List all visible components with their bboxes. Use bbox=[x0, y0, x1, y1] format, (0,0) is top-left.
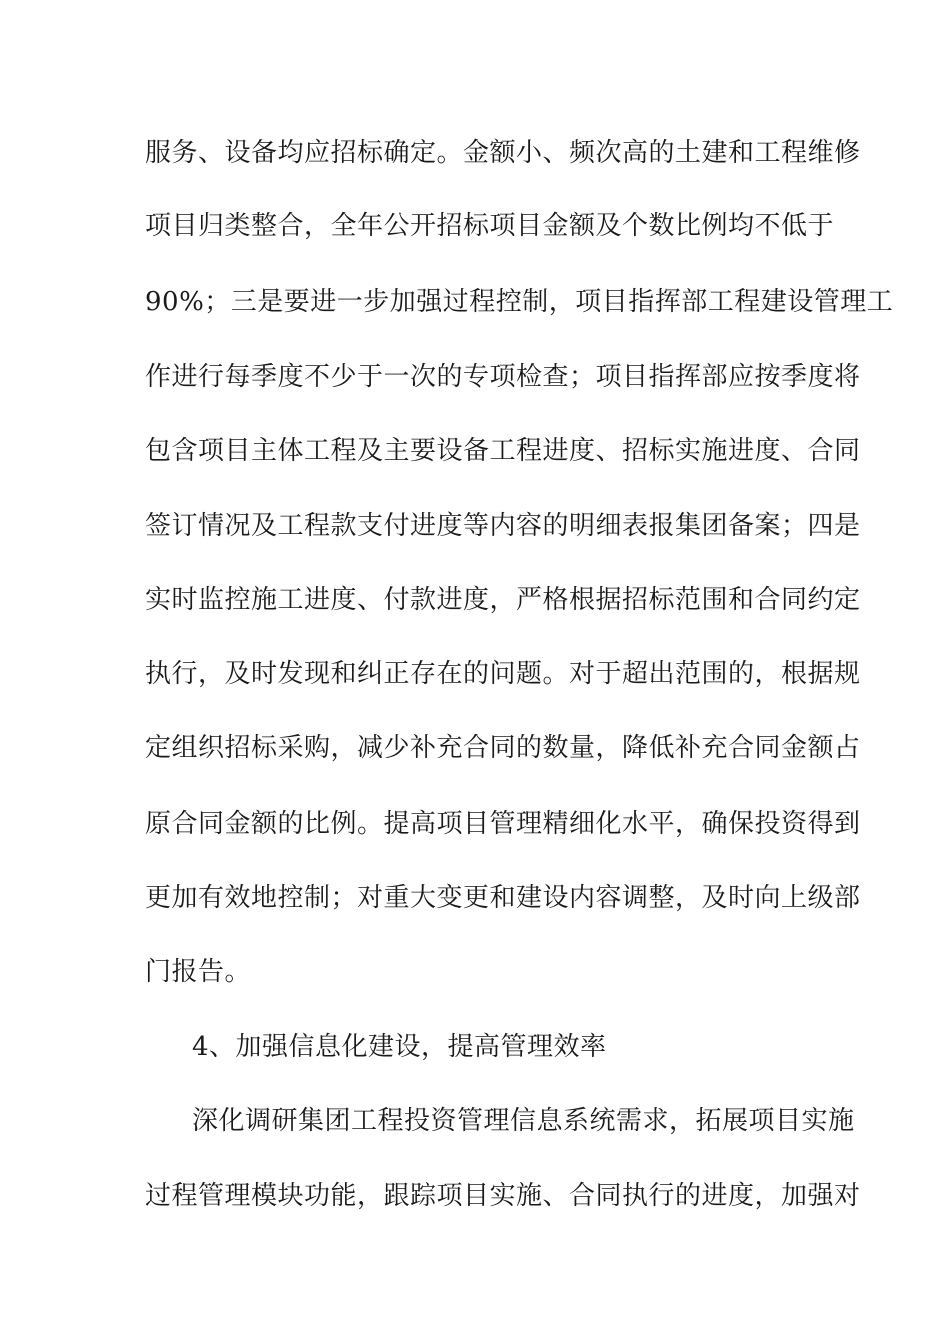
paragraph-line: 签订情况及工程款支付进度等内容的明细表报集团备案；四是 bbox=[145, 511, 861, 541]
paragraph-line: 项目归类整合，全年公开招标项目金额及个数比例均不低于 bbox=[145, 211, 835, 241]
paragraph-line: 执行，及时发现和纠正存在的问题。对于超出范围的，根据规 bbox=[145, 659, 861, 689]
paragraph-line: 过程管理模块功能，跟踪项目实施、合同执行的进度，加强对 bbox=[145, 1181, 861, 1211]
paragraph-line: 更加有效地控制；对重大变更和建设内容调整，及时向上级部 bbox=[145, 883, 861, 913]
paragraph-line: 作进行每季度不少于一次的专项检查；项目指挥部应按季度将 bbox=[145, 362, 861, 392]
paragraph-line: 90%；三是要进一步加强过程控制，项目指挥部工程建设管理工 bbox=[145, 287, 894, 317]
paragraph-line: 原合同金额的比例。提高项目管理精细化水平，确保投资得到 bbox=[145, 809, 861, 839]
paragraph-line: 深化调研集团工程投资管理信息系统需求，拓展项目实施 bbox=[192, 1106, 855, 1136]
paragraph-line: 包含项目主体工程及主要设备工程进度、招标实施进度、合同 bbox=[145, 436, 861, 466]
paragraph-line: 服务、设备均应招标确定。金额小、频次高的土建和工程维修 bbox=[145, 138, 861, 168]
paragraph-line: 门报告。 bbox=[145, 957, 252, 987]
paragraph-line: 定组织招标采购，减少补充合同的数量，降低补充合同金额占 bbox=[145, 733, 861, 763]
paragraph-line: 实时监控施工进度、付款进度，严格根据招标范围和合同约定 bbox=[145, 585, 861, 615]
section-heading: 4、加强信息化建设，提高管理效率 bbox=[192, 1032, 607, 1062]
